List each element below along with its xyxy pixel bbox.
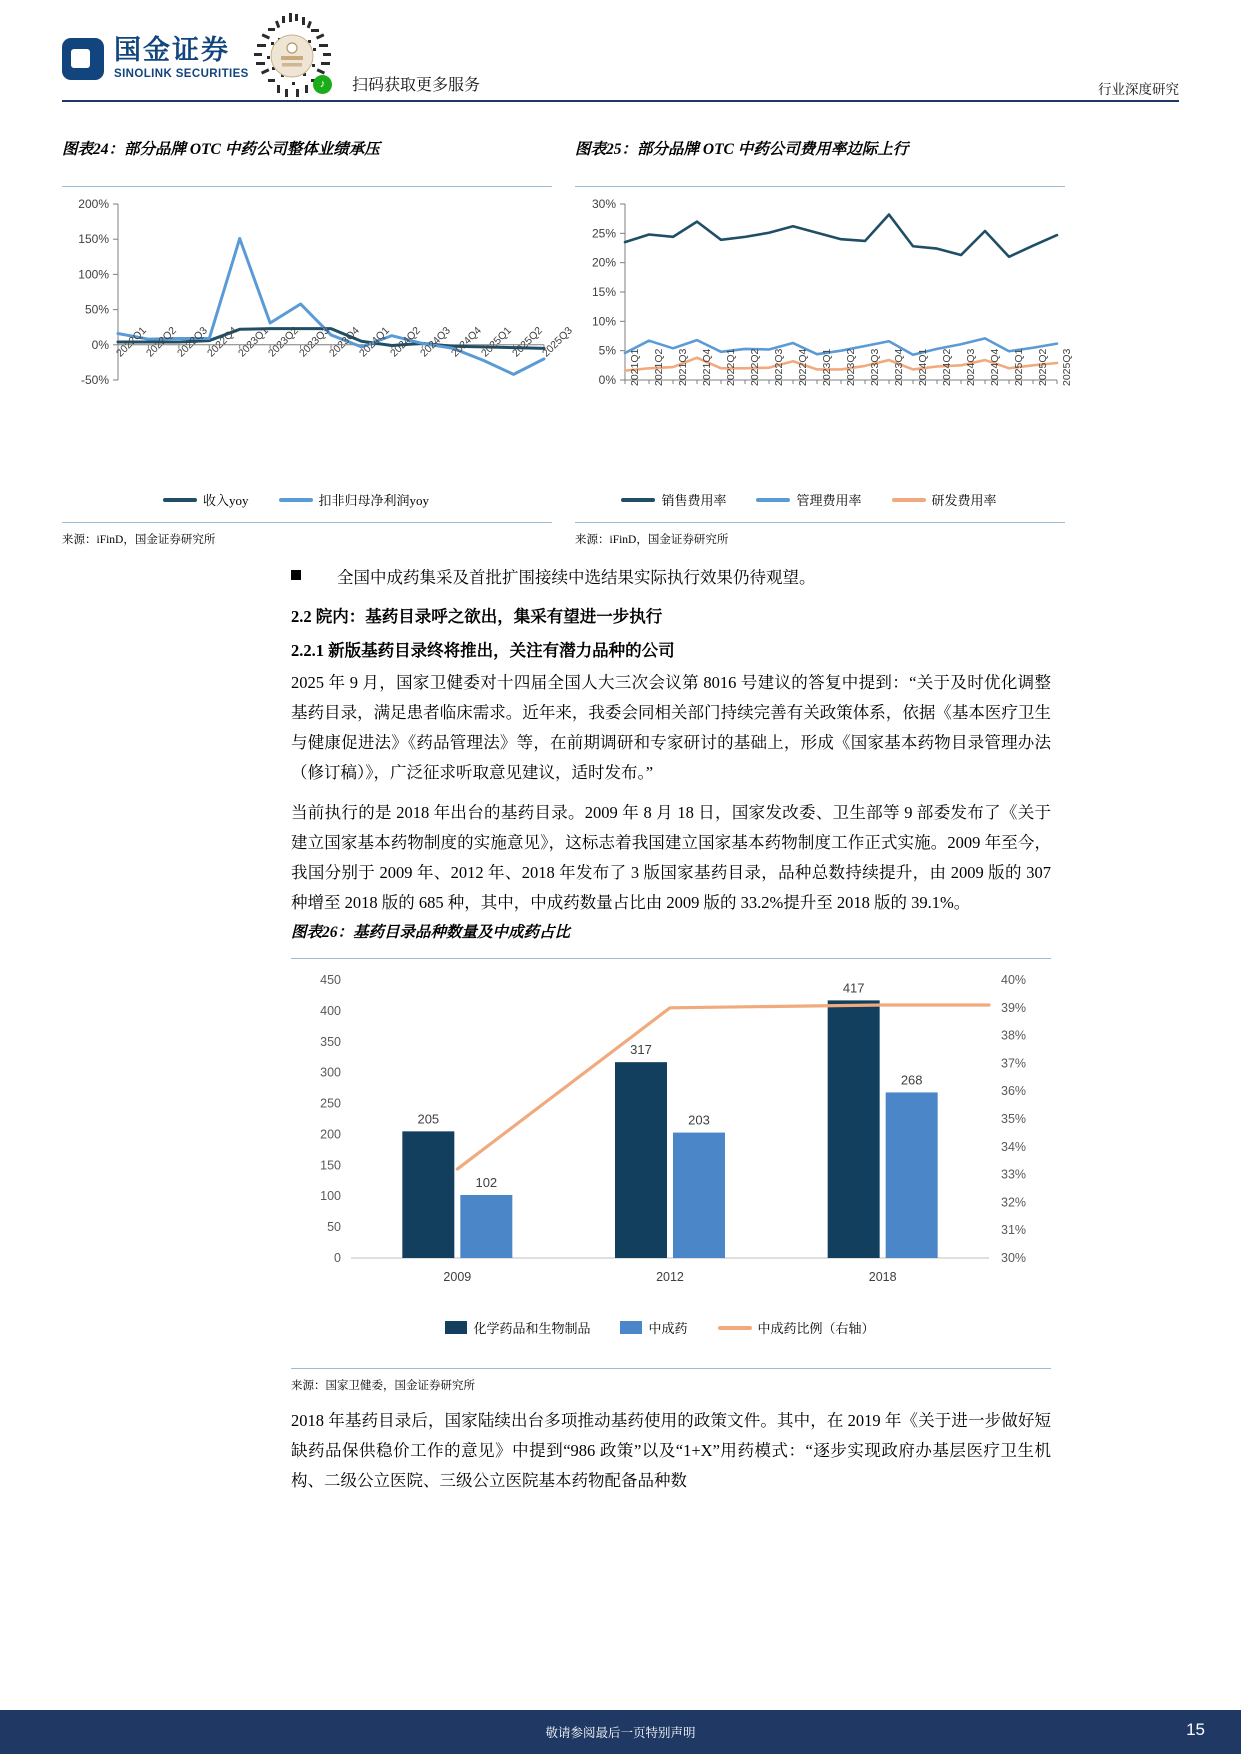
figure25-top-rule xyxy=(575,186,1065,187)
figure25-bottom-rule xyxy=(575,522,1065,523)
bar-中成药 xyxy=(460,1195,512,1258)
svg-text:39%: 39% xyxy=(1001,1000,1027,1015)
svg-text:317: 317 xyxy=(630,1042,652,1058)
svg-text:35%: 35% xyxy=(1001,1112,1027,1126)
svg-text:31%: 31% xyxy=(1001,1223,1027,1238)
legend-label: 收入yoy xyxy=(202,493,249,508)
x-axis-label: 2025Q3 xyxy=(540,324,575,360)
legend-swatch xyxy=(445,1321,467,1334)
fig25-legend xyxy=(575,490,1065,509)
svg-text:5%: 5% xyxy=(598,343,616,358)
svg-text:0%: 0% xyxy=(91,337,109,352)
x-axis-label: 2025Q1 xyxy=(479,324,515,360)
x-axis-label: 2023Q1 xyxy=(235,324,271,360)
x-axis-label: 2021Q3 xyxy=(677,348,689,386)
x-axis-label: 2021Q1 xyxy=(629,348,641,386)
svg-text:300: 300 xyxy=(320,1065,341,1080)
svg-text:417: 417 xyxy=(842,980,865,996)
group-label: 2018 xyxy=(868,1270,897,1284)
svg-text:20%: 20% xyxy=(591,255,616,270)
x-axis-label: 2022Q1 xyxy=(114,324,149,360)
bar-中成药 xyxy=(673,1133,725,1258)
svg-text:-50%: -50% xyxy=(80,373,109,387)
group-label: 2012 xyxy=(656,1270,684,1284)
figure25-chart xyxy=(575,190,1073,530)
svg-text:15%: 15% xyxy=(591,285,616,299)
legend-swatch xyxy=(279,498,313,502)
x-axis-label: 2023Q4 xyxy=(327,324,362,360)
svg-text:34%: 34% xyxy=(1001,1139,1027,1154)
svg-text:30%: 30% xyxy=(1001,1251,1027,1265)
x-axis-label: 2021Q2 xyxy=(653,348,665,386)
legend-item xyxy=(163,490,249,509)
page-header xyxy=(0,0,1241,100)
x-axis-label: 2024Q2 xyxy=(941,348,953,386)
bar-化学药品和生物制品 xyxy=(615,1062,667,1258)
svg-text:100: 100 xyxy=(320,1189,341,1204)
svg-text:200%: 200% xyxy=(78,197,109,211)
svg-text:32%: 32% xyxy=(1001,1195,1027,1210)
series-销售费用率 xyxy=(625,215,1057,257)
fig24-svg xyxy=(62,190,552,530)
fig26-svg xyxy=(291,962,1051,1352)
figure26-source: 来源：国家卫健委，国金证券研究所 xyxy=(291,1380,475,1392)
x-axis-label: 2022Q4 xyxy=(205,324,241,360)
svg-text:250: 250 xyxy=(320,1096,341,1111)
legend-item xyxy=(892,490,997,509)
svg-text:268: 268 xyxy=(900,1072,923,1088)
x-axis-label: 2024Q3 xyxy=(965,348,977,386)
svg-text:150%: 150% xyxy=(78,232,109,247)
svg-text:40%: 40% xyxy=(1001,973,1027,987)
legend-item xyxy=(279,490,430,509)
x-axis-label: 2025Q2 xyxy=(509,324,545,360)
group-label: 2009 xyxy=(443,1270,472,1284)
svg-text:100%: 100% xyxy=(78,267,109,282)
svg-text:0: 0 xyxy=(334,1251,341,1265)
figure24-bottom-rule xyxy=(62,522,552,523)
bar-化学药品和生物制品 xyxy=(828,1000,880,1258)
x-axis-label: 2024Q3 xyxy=(418,324,454,360)
qr-code-icon[interactable] xyxy=(248,12,336,100)
figure25-source: 来源：iFinD，国金证券研究所 xyxy=(575,534,729,546)
figure24-top-rule xyxy=(62,186,552,187)
x-axis-label: 2023Q2 xyxy=(266,324,302,360)
fig24-legend xyxy=(62,490,552,509)
paragraph-1: 2025 年 9 月，国家卫健委对十四届全国人大三次会议第 8016 号建议的答复中提到：“关于及时优化调整基药目录，满足患者临床需求。近年来，我委会同相关部门持续完善有关政策体系，依据《基本医疗卫生与健康促进法》《药品管理法》等，在前期调研和专家研讨的基础上，形成《国家基本药物目录管理办法（修订稿）》，广泛征求听取意见建议，适时发布。” xyxy=(291,673,1051,782)
x-axis-label: 2024Q4 xyxy=(989,348,1001,386)
svg-text:150: 150 xyxy=(320,1158,341,1173)
bullet-point-1 xyxy=(291,563,1051,593)
svg-text:38%: 38% xyxy=(1001,1028,1027,1043)
svg-text:30%: 30% xyxy=(591,197,616,211)
footer-disclaimer: 敬请参阅最后一页特别声明 xyxy=(545,1726,696,1740)
legend-swatch xyxy=(756,498,790,502)
x-axis-label: 2021Q4 xyxy=(701,348,713,386)
svg-text:205: 205 xyxy=(417,1111,440,1127)
svg-text:200: 200 xyxy=(320,1127,341,1142)
legend-label: 中成药比例（右轴） xyxy=(757,1321,875,1336)
legend-item xyxy=(445,1318,590,1337)
legend-swatch xyxy=(620,1321,642,1334)
x-axis-label: 2022Q1 xyxy=(725,348,737,386)
x-axis-label: 2023Q2 xyxy=(845,348,857,386)
bullet-square-icon xyxy=(291,570,301,580)
bullet-point-1-text: 全国中成药集采及首批扩围接续中选结果实际执行效果仍待观望。 xyxy=(337,568,816,587)
figure26-bottom-rule xyxy=(291,1368,1051,1369)
svg-text:33%: 33% xyxy=(1001,1167,1027,1182)
svg-text:36%: 36% xyxy=(1001,1084,1027,1099)
svg-text:350: 350 xyxy=(320,1034,341,1049)
x-axis-label: 2025Q3 xyxy=(1061,348,1073,386)
svg-text:50: 50 xyxy=(327,1220,341,1235)
paragraph-3: 2018 年基药目录后，国家陆续出台多项推动基药使用的政策文件。其中，在 2019 年《关于进一步做好短缺药品保供稳价工作的意见》中提到“986 政策”以及“1+X”用药模式：“逐步实现政府办基层医疗卫生机构、二级公立医院、三级公立医院基本药物配备品种数 xyxy=(291,1411,1051,1490)
legend-label: 管理费用率 xyxy=(796,493,862,508)
section-heading-2-2: 2.2 院内：基药目录呼之欲出，集采有望进一步执行 xyxy=(291,607,663,626)
header-divider xyxy=(62,100,1179,102)
figure26-chart xyxy=(291,962,1051,1352)
logo-chinese-name: 国金证券 xyxy=(114,35,230,65)
x-axis-label: 2023Q3 xyxy=(296,324,332,360)
x-axis-label: 2023Q3 xyxy=(869,348,881,386)
legend-label: 化学药品和生物制品 xyxy=(473,1321,591,1336)
scan-hint-text: 扫码获取更多服务 xyxy=(352,77,481,94)
x-axis-label: 2022Q3 xyxy=(773,348,785,386)
svg-text:25%: 25% xyxy=(591,226,616,241)
figure24-chart xyxy=(62,190,575,530)
page-number: 15 xyxy=(1186,1720,1205,1739)
x-axis-label: 2024Q2 xyxy=(387,324,423,360)
legend-swatch xyxy=(892,498,926,502)
report-type-label: 行业深度研究 xyxy=(1098,82,1179,97)
bar-中成药 xyxy=(886,1092,938,1258)
x-axis-label: 2025Q2 xyxy=(1037,348,1049,386)
x-axis-label: 2024Q1 xyxy=(357,324,393,360)
x-axis-label: 2022Q4 xyxy=(797,348,809,386)
x-axis-label: 2024Q4 xyxy=(448,324,484,360)
legend-label: 扣非归母净利润yoy xyxy=(318,493,430,508)
figure26-title: 图表26：基药目录品种数量及中成药占比 xyxy=(291,924,571,941)
series-中成药比例（右轴） xyxy=(457,1005,882,1169)
company-logo xyxy=(62,37,249,81)
x-axis-label: 2022Q2 xyxy=(749,348,761,386)
figure25-title: 图表25：部分品牌 OTC 中药公司费用率边际上行 xyxy=(575,141,909,158)
x-axis-label: 2022Q2 xyxy=(144,324,180,360)
legend-swatch xyxy=(621,498,655,502)
sinolink-logo-icon xyxy=(62,38,104,80)
legend-swatch xyxy=(163,498,197,502)
wechat-badge-icon: ♪ xyxy=(313,75,332,94)
x-axis-label: 2025Q1 xyxy=(1013,348,1025,386)
x-axis-label: 2023Q1 xyxy=(821,348,833,386)
figure24-title: 图表24：部分品牌 OTC 中药公司整体业绩承压 xyxy=(62,141,380,158)
paragraph-2: 当前执行的是 2018 年出台的基药目录。2009 年 8 月 18 日，国家发改委、卫生部等 9 部委发布了《关于建立国家基本药物制度的实施意见》，这标志着我国建立国家基本药物制度工作正式实施。2009 年至今，我国分别于 2009 年、2012 年、2018 年发布了 3 版国家基药目录，品种总数持续提升，由 2009 版的 307 种增至 2018 版的 685 种，其中，中成药数量占比由 2009 版的 33.2%提升至 2018 版的 39.1%。 xyxy=(291,803,1051,912)
legend-label: 中成药 xyxy=(648,1321,688,1336)
svg-text:203: 203 xyxy=(688,1112,710,1128)
svg-text:37%: 37% xyxy=(1001,1056,1027,1071)
legend-label: 销售费用率 xyxy=(661,493,727,508)
svg-text:50%: 50% xyxy=(84,302,109,317)
page-footer xyxy=(0,1710,1241,1754)
figure26-top-rule xyxy=(291,958,1051,959)
figure24-source: 来源：iFinD，国金证券研究所 xyxy=(62,534,216,546)
section-heading-2-2-1: 2.2.1 新版基药目录终将推出，关注有潜力品种的公司 xyxy=(291,641,675,660)
svg-text:450: 450 xyxy=(320,973,341,987)
legend-swatch xyxy=(718,1326,752,1330)
logo-english-name: SINOLINK SECURITIES xyxy=(114,68,249,80)
x-axis-label: 2023Q4 xyxy=(893,348,905,386)
svg-text:0%: 0% xyxy=(598,373,616,387)
bar-化学药品和生物制品 xyxy=(402,1131,454,1258)
x-axis-label: 2024Q1 xyxy=(917,348,929,386)
legend-item xyxy=(621,490,726,509)
legend-item xyxy=(756,490,861,509)
svg-text:400: 400 xyxy=(320,1003,341,1018)
x-axis-label: 2022Q3 xyxy=(174,324,210,360)
legend-item xyxy=(718,1318,875,1337)
fig26-legend xyxy=(291,1318,1051,1337)
svg-text:10%: 10% xyxy=(591,314,616,329)
legend-item xyxy=(620,1318,687,1337)
legend-label: 研发费用率 xyxy=(931,493,997,508)
svg-text:102: 102 xyxy=(475,1174,498,1190)
